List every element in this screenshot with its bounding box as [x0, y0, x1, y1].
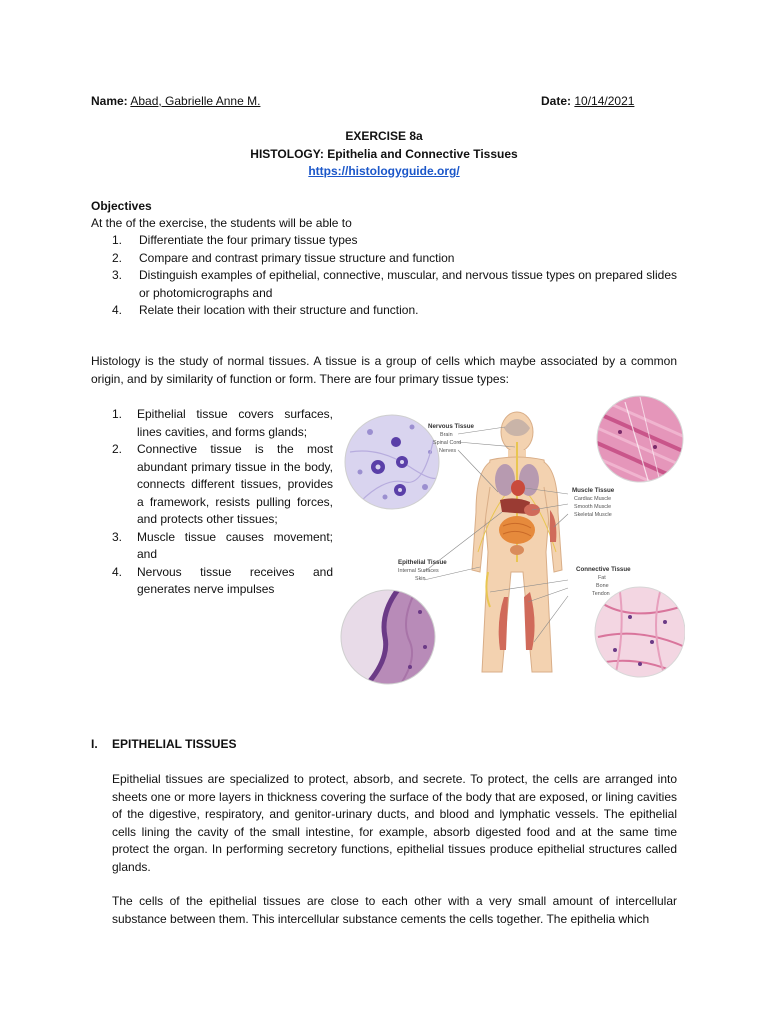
objective-item: 3. Distinguish examples of epithelial, connective, muscular, and nervous tissue types on prepared slides or photomicrographs and — [112, 268, 677, 300]
objective-item: 2. Compare and contrast primary tissue structure and function — [112, 250, 455, 265]
nervous-item-brain: Brain — [440, 432, 453, 438]
tissue-type-item: 3. Muscle tissue causes movement; and — [112, 529, 333, 561]
epithelial-para-2: The cells of the epithelial tissues are close to each other with a very small amount of intercellular substance between them. This intercellular substance cements the cells together. The epithelia which — [112, 894, 677, 926]
name-line — [91, 93, 260, 111]
date-label: Date: — [541, 94, 572, 108]
name-label: Name: — [91, 94, 128, 108]
nervous-tissue-title: Nervous Tissue — [428, 423, 474, 430]
objective-item: 4. Relate their location with their structure and function. — [112, 303, 419, 317]
connective-tissue-micrograph — [595, 587, 685, 677]
connective-tissue-title: Connective Tissue — [576, 566, 631, 573]
connective-item-bone: Bone — [596, 583, 609, 589]
nervous-item-nerves: Nerves — [439, 448, 457, 454]
objectives-heading: Objectives — [91, 199, 152, 213]
exercise-title: EXERCISE 8a — [345, 129, 423, 143]
tissue-type-item: 1. Epithelial tissue covers surfaces, lines cavities, and forms glands; — [112, 407, 333, 439]
histology-intro: Histology is the study of normal tissues. A tissue is a group of cells which maybe associated by a common origin, and by similarity of function or form. There are four primary tissue types: — [91, 354, 677, 386]
epithelial-tissue-title: Epithelial Tissue — [398, 559, 447, 566]
epithelial-item-skin: Skin — [415, 576, 426, 582]
section-number: I. — [91, 737, 98, 751]
muscle-item-skeletal: Skeletal Muscle — [574, 512, 612, 518]
name-value: Abad, Gabrielle Anne M. — [130, 94, 261, 108]
nervous-tissue-micrograph — [345, 415, 440, 509]
tissue-types-figure — [340, 392, 685, 687]
muscle-item-smooth: Smooth Muscle — [574, 504, 612, 510]
tissue-types-list — [112, 406, 333, 599]
epithelial-item-internal: Internal Surfaces — [398, 568, 439, 574]
muscle-item-cardiac: Cardiac Muscle — [574, 496, 612, 502]
objectives-intro: At the of the exercise, the students will be able to — [91, 216, 352, 230]
histology-guide-link[interactable]: https://histologyguide.org/ — [308, 164, 460, 178]
muscle-tissue-title: Muscle Tissue — [572, 487, 615, 494]
tissue-type-item: 4. Nervous tissue receives and generates nerve impulses — [112, 564, 333, 596]
link-line — [0, 163, 768, 181]
objective-item: 1. Differentiate the four primary tissue types — [112, 233, 358, 247]
nervous-item-spinal-cord: Spinal Cord — [433, 440, 462, 446]
epithelial-para-1: Epithelial tissues are specialized to protect, absorb, and secrete. To protect, the cells are arranged into sheets one or more layers in thickness covering the surface of the body that are exposed, or lining cavities of the digestive, respiratory, and genitor-urinary ducts, and blood and lymphatic vessels. The epithelial cells lining the cavity of the small intestine, for example, absorb digested food and at the same time protect the organ. In performing secretory functions, epithelial tissues produce epithelial structures called glands. — [112, 772, 677, 874]
section-heading: EPITHELIAL TISSUES — [112, 737, 237, 751]
exercise-subtitle: HISTOLOGY: Epithelia and Connective Tissues — [250, 147, 518, 161]
date-line — [541, 93, 634, 111]
connective-item-fat: Fat — [598, 575, 606, 581]
connective-item-tendon: Tendon — [592, 591, 610, 597]
date-value: 10/14/2021 — [574, 94, 635, 108]
objectives-list — [112, 232, 677, 320]
tissue-type-item: 2. Connective tissue is the most abundant primary tissue in the body, connects different tissues, provides a framework, resists pulling forces, and protects other tissues; — [112, 442, 333, 526]
